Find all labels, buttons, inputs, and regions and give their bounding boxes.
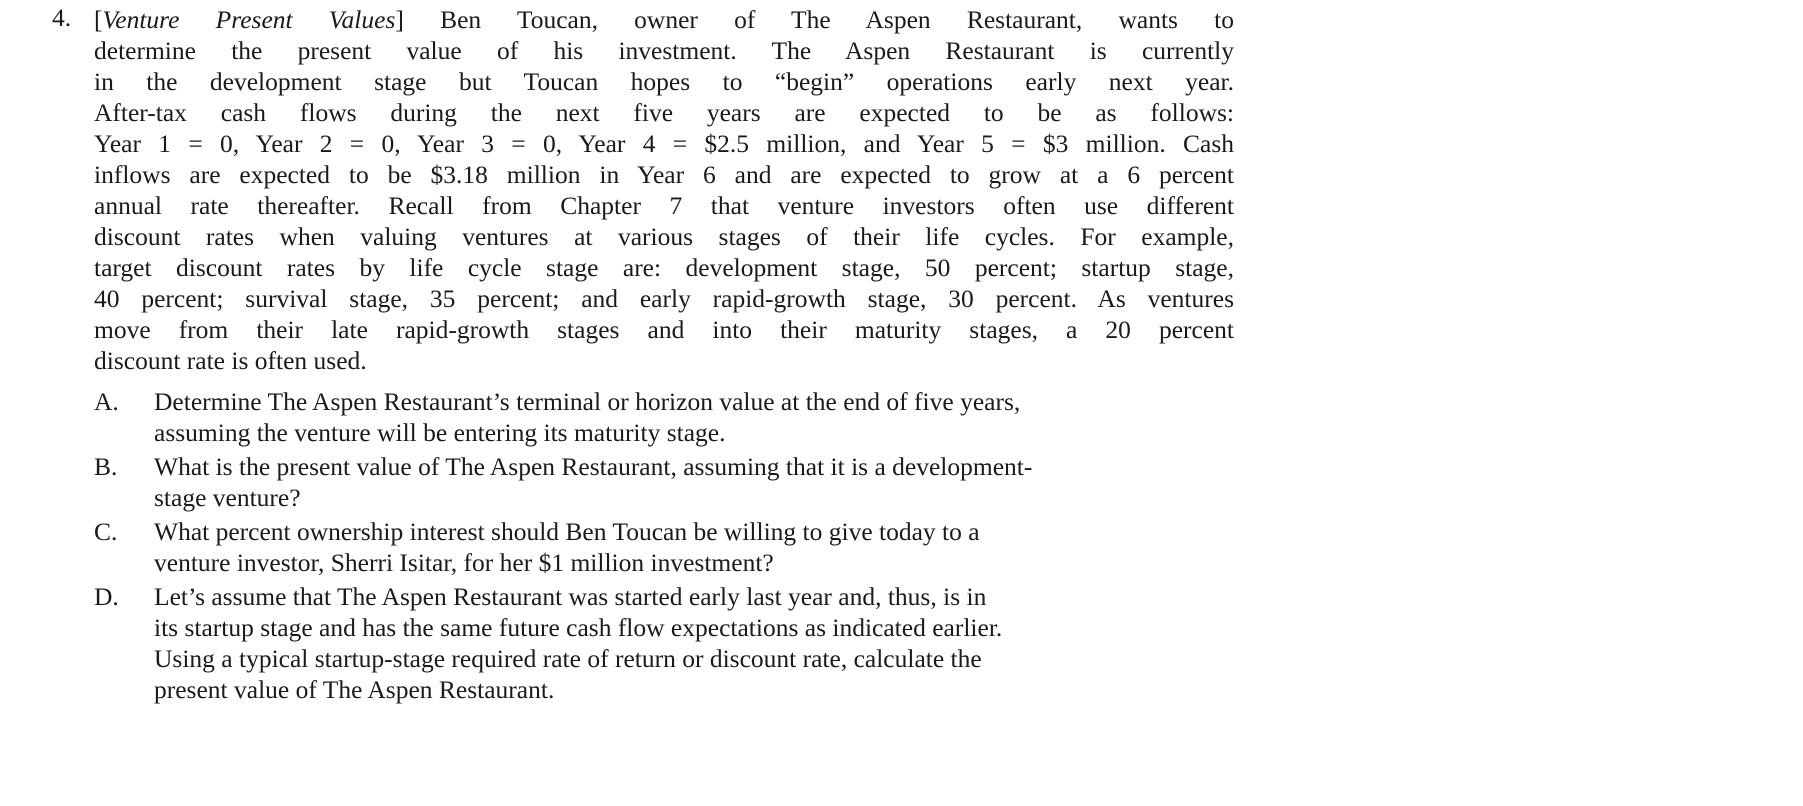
subquestion-line: its startup stage and has the same future cash flow expectations as indicated earlier. xyxy=(154,613,1003,642)
problem-title-open: [ xyxy=(94,5,103,34)
subquestion-line: What is the present value of The Aspen Restaurant, assuming that it is a development- xyxy=(154,452,1033,481)
problem-line: After-tax cash flows during the next five years are expected to be as follows: xyxy=(94,98,1234,127)
subquestion-letter: D. xyxy=(94,582,119,611)
problem-title: Venture Present Values xyxy=(102,5,396,34)
subquestion-line: venture investor, Sherri Isitar, for her $1 million investment? xyxy=(154,548,774,577)
problem-line: discount rate is often used. xyxy=(94,346,367,375)
problem-title-close: ] xyxy=(395,5,404,34)
subquestion-line: Let’s assume that The Aspen Restaurant was started early last year and, thus, is in xyxy=(154,582,987,611)
subquestion-text xyxy=(154,581,1002,705)
problem-line: move from their late rapid-growth stages and into their maturity stages, a 20 percent xyxy=(94,315,1234,344)
problem-line: determine the present value of his investment. The Aspen Restaurant is currently xyxy=(94,36,1234,65)
subquestion-text xyxy=(154,386,1020,448)
subquestion-letter: A. xyxy=(94,387,119,416)
subquestion-letter: B. xyxy=(94,452,118,481)
subquestion-text xyxy=(154,451,1032,513)
subquestion-line: assuming the venture will be entering its maturity stage. xyxy=(154,418,726,447)
subquestion-letter: C. xyxy=(94,517,118,546)
problem-line: Year 1 = 0, Year 2 = 0, Year 3 = 0, Year 4 = $2.5 million, and Year 5 = $3 million. Cash xyxy=(94,129,1234,158)
subquestion-line: Using a typical startup-stage required rate of return or discount rate, calculate the xyxy=(154,644,982,673)
problem-statement xyxy=(94,4,1234,376)
subquestion-text xyxy=(154,516,980,578)
problem-line: annual rate thereafter. Recall from Chapter 7 that venture investors often use different xyxy=(94,191,1234,220)
subquestion-line: present value of The Aspen Restaurant. xyxy=(154,675,555,704)
problem-line: 40 percent; survival stage, 35 percent; and early rapid-growth stage, 30 percent. As ventures xyxy=(94,284,1234,313)
subquestion-line: stage venture? xyxy=(154,483,301,512)
problem-line-1 xyxy=(94,4,1234,35)
problem-line: discount rates when valuing ventures at various stages of their life cycles. For example, xyxy=(94,222,1234,251)
problem-line: target discount rates by life cycle stage are: development stage, 50 percent; startup stage, xyxy=(94,253,1234,282)
problem-line-text: Ben Toucan, owner of The Aspen Restaurant, wants to xyxy=(440,5,1234,34)
problem-line: in the development stage but Toucan hopes to “begin” operations early next year. xyxy=(94,67,1234,96)
subquestion-line: Determine The Aspen Restaurant’s terminal or horizon value at the end of five years, xyxy=(154,387,1021,416)
problem-number: 4. xyxy=(52,3,72,32)
problem-line: inflows are expected to be $3.18 million in Year 6 and are expected to grow at a 6 percent xyxy=(94,160,1234,189)
subquestion-line: What percent ownership interest should Ben Toucan be willing to give today to a xyxy=(154,517,980,546)
